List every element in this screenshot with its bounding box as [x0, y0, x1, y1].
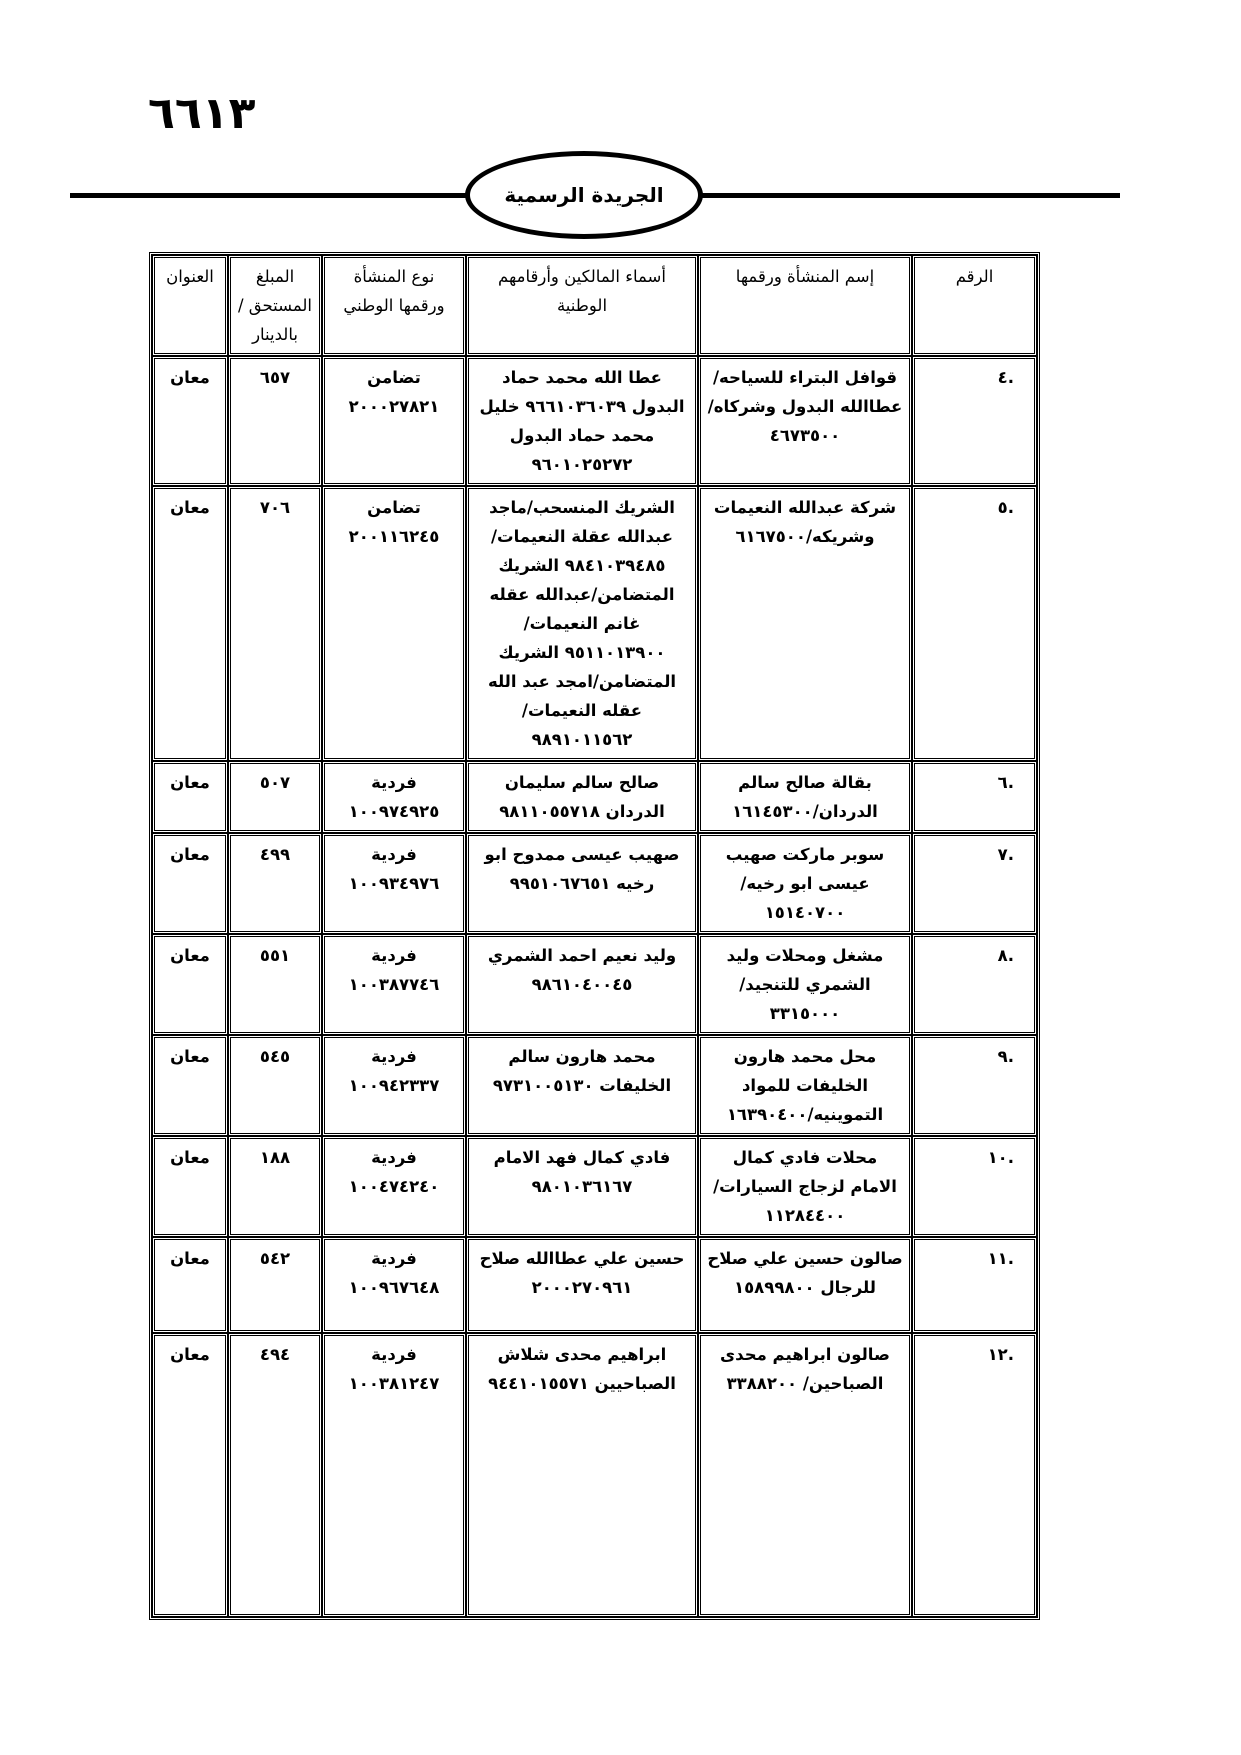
col-header-address: العنوان [152, 255, 228, 356]
row-number: .١٢ [912, 1333, 1037, 1617]
amount: ١٨٨ [228, 1136, 322, 1237]
row-number: .٤ [912, 356, 1037, 486]
table-row [152, 1333, 1037, 1617]
amount: ٦٥٧ [228, 356, 322, 486]
address: معان [152, 1237, 228, 1333]
table-row [152, 934, 1037, 1035]
establishment-type: فردية ١٠٠٩٧٤٩٢٥ [322, 761, 466, 833]
amount: ٥٤٥ [228, 1035, 322, 1136]
amount: ٥٤٢ [228, 1237, 322, 1333]
gazette-title: الجريدة الرسمية [504, 183, 664, 207]
address: معان [152, 833, 228, 934]
table-row [152, 1237, 1037, 1333]
page-number: ٦٦١٣ [148, 88, 256, 139]
amount: ٧٠٦ [228, 486, 322, 761]
address: معان [152, 356, 228, 486]
establishment-name: صالون حسين علي صلاح للرجال ١٥٨٩٩٨٠٠ [698, 1237, 912, 1333]
table-header-row [152, 255, 1037, 356]
table-row [152, 1035, 1037, 1136]
row-number: .١٠ [912, 1136, 1037, 1237]
establishment-name: محل محمد هارون الخليفات للمواد التموينيه/١٦٣٩٠٤٠٠ [698, 1035, 912, 1136]
establishment-type: تضامن ٢٠٠٠٢٧٨٢١ [322, 356, 466, 486]
establishment-name: سوبر ماركت صهيب عيسى ابو رخيه/١٥١٤٠٧٠٠ [698, 833, 912, 934]
address: معان [152, 934, 228, 1035]
row-number: .٦ [912, 761, 1037, 833]
table-row [152, 1136, 1037, 1237]
amount: ٥٥١ [228, 934, 322, 1035]
establishment-name: مشغل ومحلات وليد الشمري للتنجيد/٣٣١٥٠٠٠ [698, 934, 912, 1035]
col-header-type: نوع المنشأة ورقمها الوطني [322, 255, 466, 356]
address: معان [152, 1035, 228, 1136]
col-header-number: الرقم [912, 255, 1037, 356]
establishment-type: فردية ١٠٠٩٣٤٩٧٦ [322, 833, 466, 934]
owners: صهيب عيسى ممدوح ابو رخيه ٩٩٥١٠٦٧٦٥١ [466, 833, 698, 934]
address: معان [152, 761, 228, 833]
establishment-type: فردية ١٠٠٣٨١٢٤٧ [322, 1333, 466, 1617]
establishment-name: قوافل البتراء للسياحه/عطاالله البدول وشركاه/٤٦٧٣٥٠٠ [698, 356, 912, 486]
establishment-type: فردية ١٠٠٤٧٤٢٤٠ [322, 1136, 466, 1237]
owners: ابراهيم محدى شلاش الصباحيين ٩٤٤١٠١٥٥٧١ [466, 1333, 698, 1617]
amount: ٤٩٩ [228, 833, 322, 934]
col-header-establishment: إسم المنشأة ورقمها [698, 255, 912, 356]
row-number: .١١ [912, 1237, 1037, 1333]
establishment-name: محلات فادي كمال الامام لزجاج السيارات/١١٢٨٤٤٠٠ [698, 1136, 912, 1237]
table-row [152, 356, 1037, 486]
address: معان [152, 486, 228, 761]
col-header-amount: المبلغ المستحق /بالدينار [228, 255, 322, 356]
row-number: .٨ [912, 934, 1037, 1035]
owners: فادي كمال فهد الامام ٩٨٠١٠٣٦١٦٧ [466, 1136, 698, 1237]
address: معان [152, 1136, 228, 1237]
establishment-type: تضامن ٢٠٠١١٦٢٤٥ [322, 486, 466, 761]
address: معان [152, 1333, 228, 1617]
establishment-type: فردية ١٠٠٩٤٢٣٣٧ [322, 1035, 466, 1136]
registry-table-wrapper [149, 252, 1040, 1620]
establishment-type: فردية ١٠٠٩٦٧٦٤٨ [322, 1237, 466, 1333]
owners: الشريك المنسحب/ماجد عبدالله عقلة النعيمات/٩٨٤١٠٣٩٤٨٥ الشريك المتضامن/عبدالله عقله غانم النعيمات/٩٥١١٠١٣٩٠٠ الشريك المتضامن/امجد عبد الله عقله النعيمات/٩٨٩١٠١١٥٦٢ [466, 486, 698, 761]
owners: صالح سالم سليمان الدردان ٩٨١١٠٥٥٧١٨ [466, 761, 698, 833]
gazette-header-oval [465, 151, 703, 239]
row-number: .٩ [912, 1035, 1037, 1136]
establishment-type: فردية ١٠٠٣٨٧٧٤٦ [322, 934, 466, 1035]
owners: حسين علي عطاالله صلاح ٢٠٠٠٢٧٠٩٦١ [466, 1237, 698, 1333]
table-row [152, 486, 1037, 761]
establishment-name: شركة عبدالله النعيمات وشريكه/٦١٦٧٥٠٠ [698, 486, 912, 761]
establishment-name: صالون ابراهيم محدى الصباحين/ ٣٣٨٨٢٠٠ [698, 1333, 912, 1617]
owners: وليد نعيم احمد الشمري ٩٨٦١٠٤٠٠٤٥ [466, 934, 698, 1035]
row-number: .٥ [912, 486, 1037, 761]
amount: ٤٩٤ [228, 1333, 322, 1617]
row-number: .٧ [912, 833, 1037, 934]
owners: محمد هارون سالم الخليفات ٩٧٣١٠٠٥١٣٠ [466, 1035, 698, 1136]
establishment-name: بقالة صالح سالم الدردان/١٦١٤٥٣٠٠ [698, 761, 912, 833]
registry-table [149, 252, 1040, 1620]
amount: ٥٠٧ [228, 761, 322, 833]
table-row [152, 761, 1037, 833]
table-row [152, 833, 1037, 934]
col-header-owners: أسماء المالكين وأرقامهم الوطنية [466, 255, 698, 356]
owners: عطا الله محمد حماد البدول ٩٦٦١٠٣٦٠٣٩ خليل محمد حماد البدول ٩٦٠١٠٢٥٢٧٢ [466, 356, 698, 486]
